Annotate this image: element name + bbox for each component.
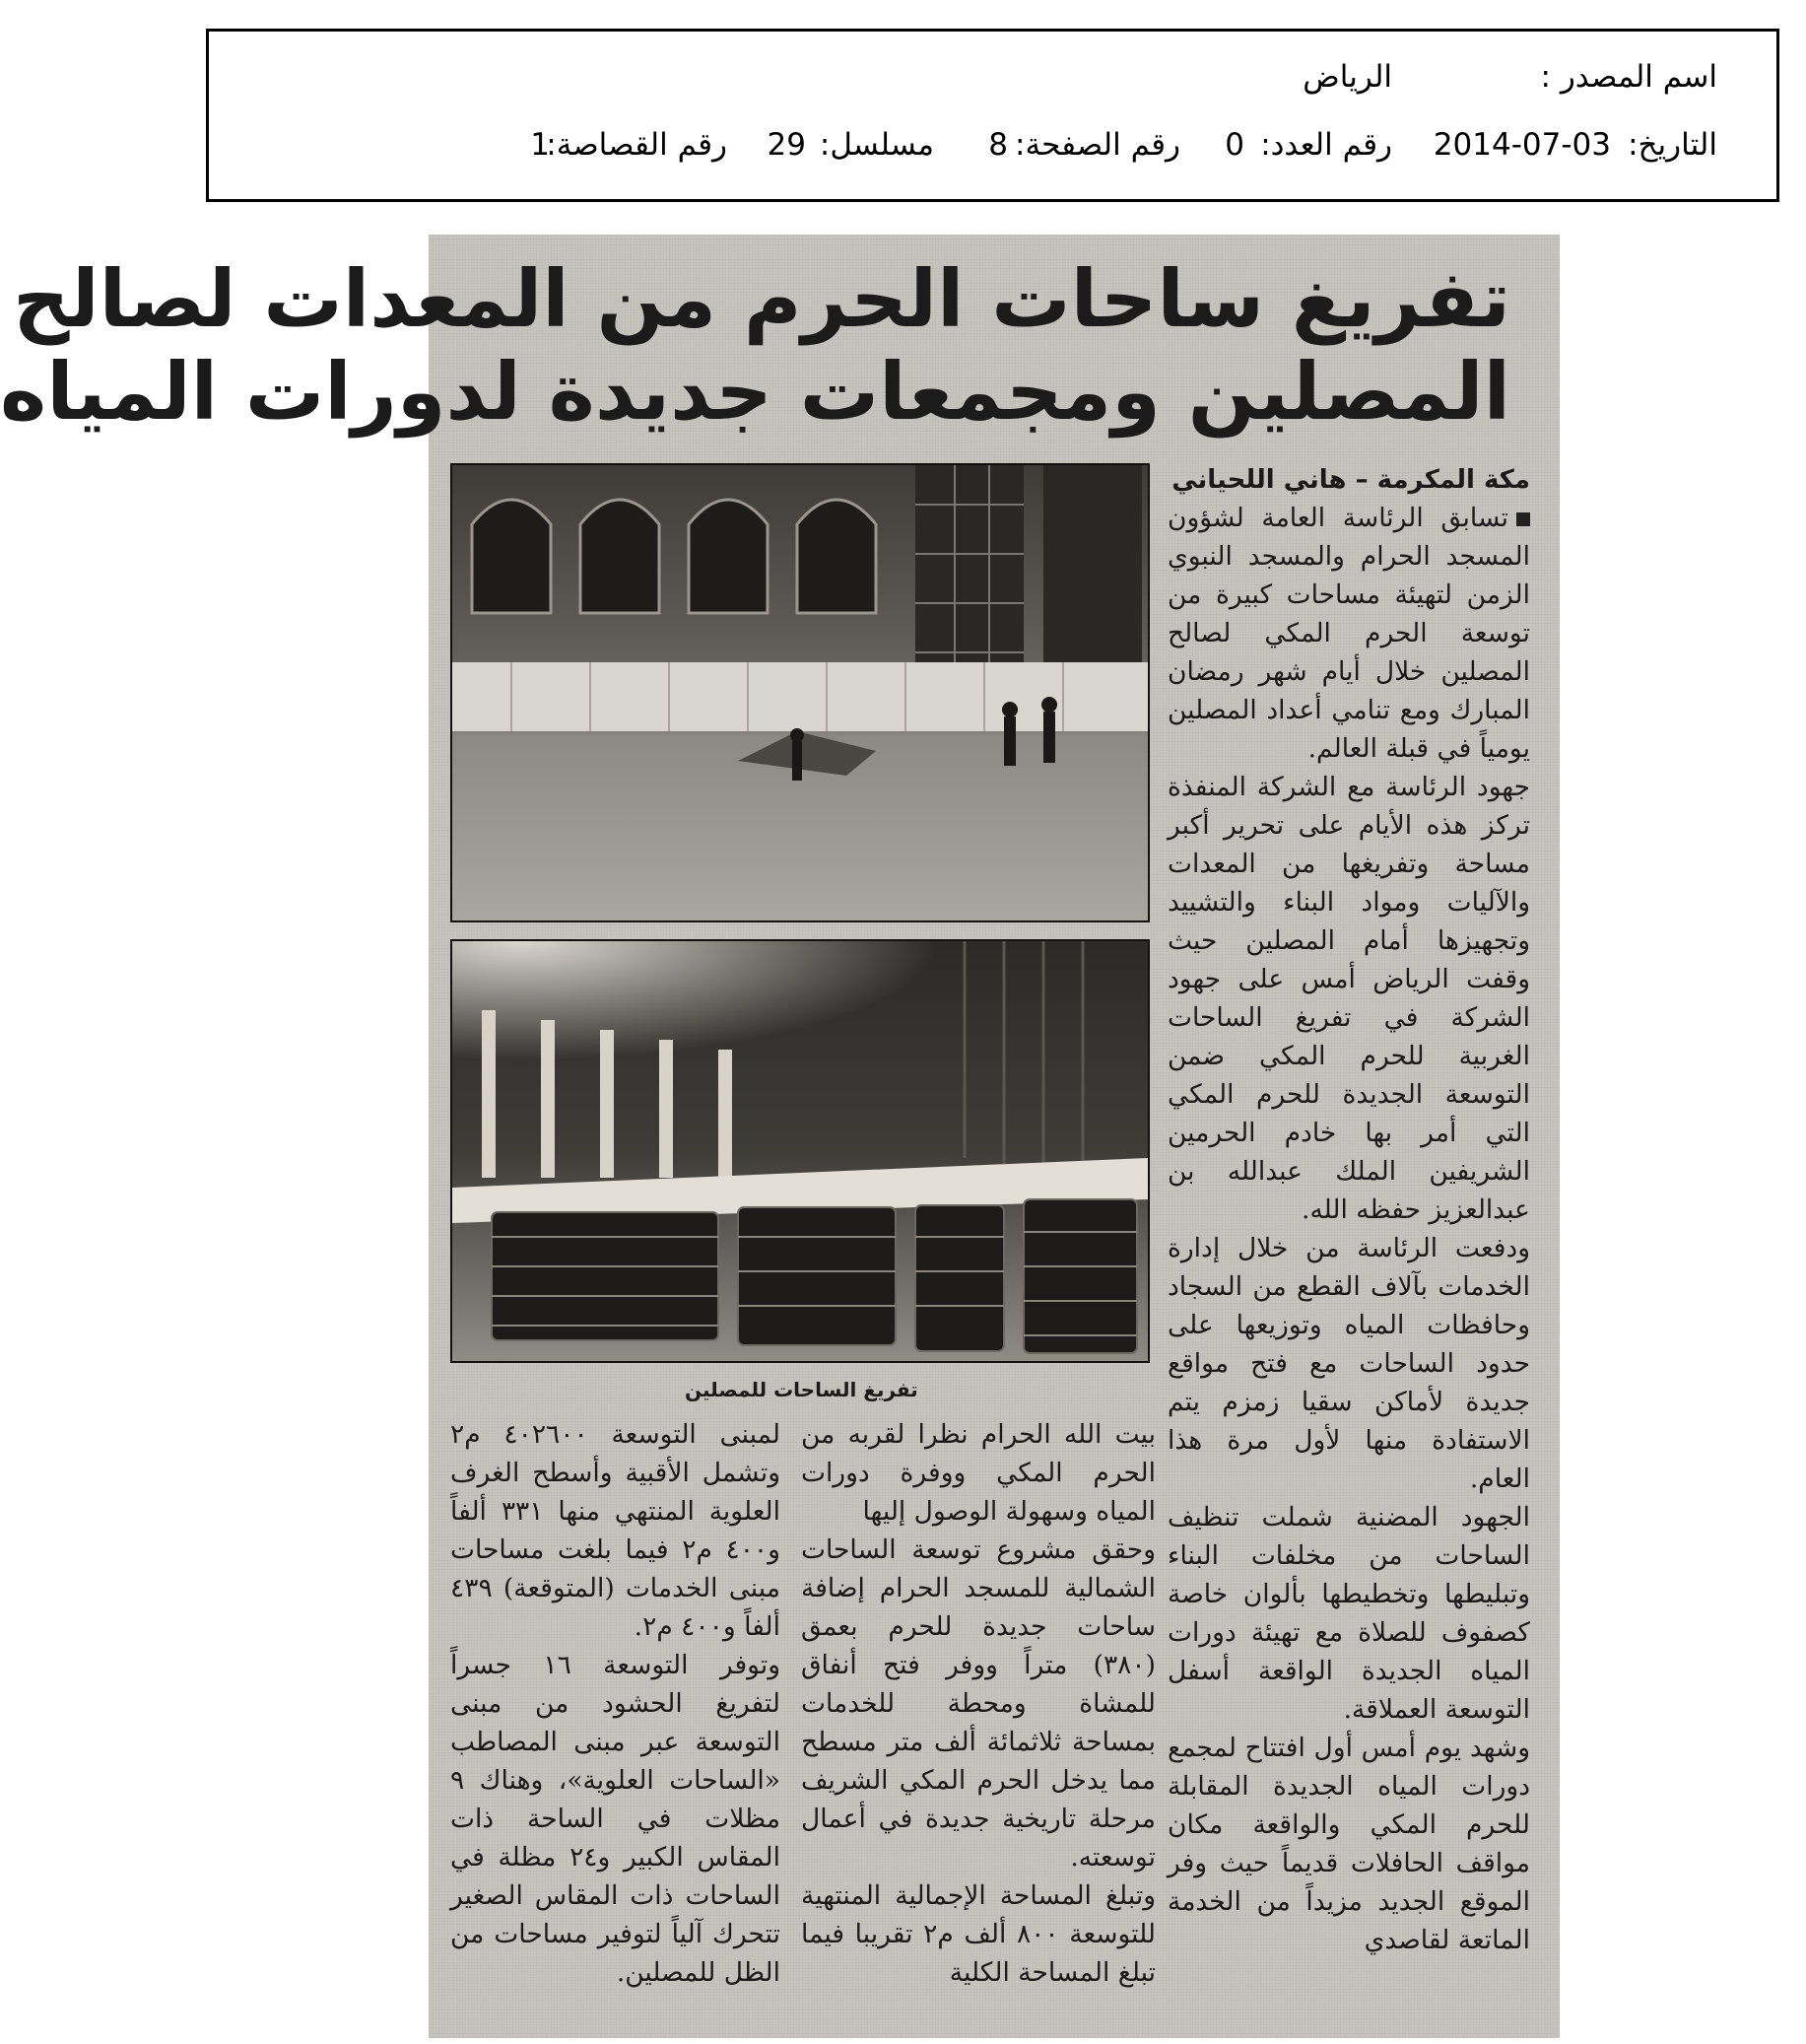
paragraph: لمبنى التوسعة ٤٠٢٦٠٠ م٢ وتشمل الأقبية وأسطح الغرف العلوية المنتهي منها ٣٣١ ألفاً و٤٠٠ م٢ فيما بلغت مساحات مبنى الخدمات (المتوقعة) ٤٣٩ ألفاً و٤٠٠ م٢. xyxy=(450,1419,780,1642)
bullet-square-icon xyxy=(1516,512,1530,526)
photo-caption: تفريغ الساحات للمصلين xyxy=(685,1378,918,1401)
serial-value: 29 xyxy=(767,127,806,163)
article-column-right xyxy=(1168,461,1530,2028)
newspaper-clipping xyxy=(0,235,1560,2038)
serial-label: مسلسل: xyxy=(819,127,934,163)
photo-image xyxy=(452,465,1148,920)
issue-value: 0 xyxy=(1225,127,1244,163)
article-column-middle xyxy=(801,1415,1156,2031)
page-value: 8 xyxy=(988,127,1008,163)
headline-line-1: تفريغ ساحات الحرم من المعدات لصالح xyxy=(12,253,1510,345)
source-label: اسم المصدر : xyxy=(1540,59,1717,95)
paragraph: وشهد يوم أمس أول افتتاح لمجمع دورات المياه الجديدة المقابلة للحرم المكي والواقعة مكان مواقف الحافلات قديماً حيث وفر الموقع الجديد مزيداً من الخدمة الماتعة لقاصدي xyxy=(1168,1733,1530,1955)
byline: مكة المكرمة – هاني اللحياني xyxy=(1171,465,1530,495)
article-column-left xyxy=(450,1415,780,2031)
photo-mosque-courtyard-workers xyxy=(450,463,1150,922)
paragraph: تسابق الرئاسة العامة لشؤون المسجد الحرام والمسجد النبوي الزمن لتهيئة مساحات كبيرة من توسعة الحرم المكي لصالح المصلين خلال أيام شهر رمضان المبارك ومع تنامي أعداد المصلين يومياً في قبلة العالم. xyxy=(1168,503,1530,764)
paragraph: جهود الرئاسة مع الشركة المنفذة تركز هذه الأيام على تحرير أكبر مساحة وتفريغها من المعدات والآليات ومواد البناء والتشييد وتجهيزها أمام المصلين حيث وقفت الرياض أمس على جهود الشركة في تفريغ الساحات الغربية للحرم المكي ضمن التوسعة الجديدة للحرم المكي التي أمر بها خادم الحرمين الشريفين الملك عبدالله بن عبدالعزيز حفظه الله. xyxy=(1168,772,1530,1225)
paragraph: الجهود المضنية شملت تنظيف الساحات من مخلفات البناء وتبليطها وتخطيطها بألوان خاصة كصفوف للصلاة مع تهيئة دورات المياه الجديدة الواقعة أسفل التوسعة العملاقة. xyxy=(1168,1502,1530,1725)
clip-number-label: رقم القصاصة: xyxy=(546,127,727,163)
paragraph: وتوفر التوسعة ١٦ جسراً لتفريغ الحشود من مبنى التوسعة عبر مبنى المصاطب «الساحات العلوية»، وهناك ٩ مظلات في الساحة ذات المقاس الكبير و٢٤ مظلة في الساحات ذات المقاس الصغير تتحرك آلياً لتوفير مساحات من الظل للمصلين. xyxy=(450,1650,780,1988)
paragraph: ودفعت الرئاسة من خلال إدارة الخدمات بآلاف القطع من السجاد وحافظات المياه وتوزيعها على حدود الساحات مع فتح مواقع جديدة لأماكن سقيا زمزم يتم الاستفادة منها لأول مرة هذا العام. xyxy=(1168,1233,1530,1494)
photo-carpet-rolls-stacked xyxy=(450,939,1150,1363)
clip-number-value: 1 xyxy=(530,127,550,163)
source-value: الرياض xyxy=(1303,59,1392,95)
date-value: 2014-07-03 xyxy=(1433,127,1611,163)
date-label: التاريخ: xyxy=(1628,127,1717,163)
paragraph: بيت الله الحرام نظرا لقربه من الحرم المكي ووفرة دورات المياه وسهولة الوصول إليها xyxy=(801,1419,1156,1527)
page-label: رقم الصفحة: xyxy=(1015,127,1180,163)
clipping-info-box xyxy=(206,29,1779,202)
paragraph: وتبلغ المساحة الإجمالية المنتهية للتوسعة ٨٠٠ ألف م٢ تقريبا فيما تبلغ المساحة الكلية xyxy=(801,1880,1156,1988)
issue-label: رقم العدد: xyxy=(1260,127,1392,163)
headline-line-2: المصلين ومجمعات جديدة لدورات المياه xyxy=(0,346,1510,438)
photo-image xyxy=(452,941,1148,1361)
paragraph: وحقق مشروع توسعة الساحات الشمالية للمسجد الحرام إضافة ساحات جديدة للحرم بعمق (٣٨٠) متراً ووفر فتح أنفاق للمشاة ومحطة للخدمات بمساحة ثلاثمائة ألف متر مسطح مما يدخل الحرم المكي الشريف مرحلة تاريخية جديدة في أعمال توسعته. xyxy=(801,1534,1156,1873)
